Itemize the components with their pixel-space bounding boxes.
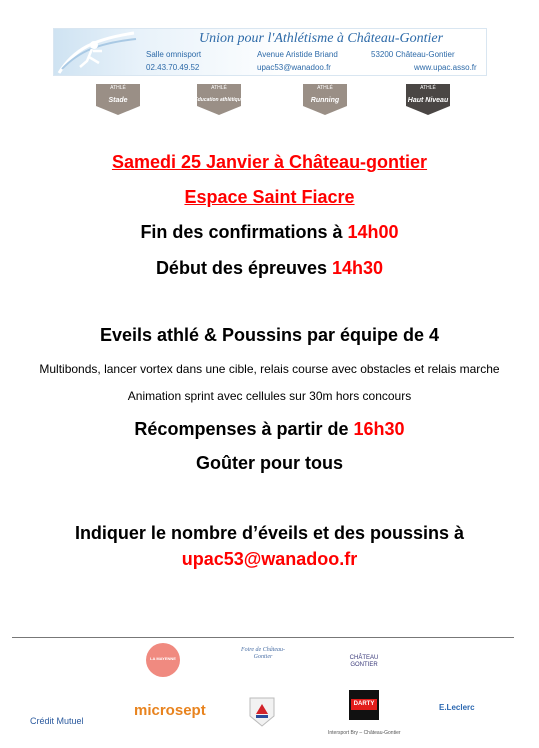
confirmation-deadline: Fin des confirmations à 14h00 <box>140 222 399 242</box>
footer-caption: Intersport Bry – Château-Gontier <box>328 730 401 736</box>
sponsor-chateau-gontier-logo: CHÂTEAU GONTIER <box>349 655 379 668</box>
club-venue: Salle omnisport <box>146 50 202 59</box>
club-website-link[interactable]: www.upac.asso.fr <box>414 63 477 72</box>
badge-running: ATHLÉ Running <box>299 82 351 116</box>
event-date: Samedi 25 Janvier à Château-gontier <box>111 152 428 172</box>
sponsor-credit-mutuel-logo: Crédit Mutuel <box>30 716 84 726</box>
sponsor-darty-logo: DARTY <box>349 690 379 720</box>
event-start: Début des épreuves 14h30 <box>155 258 384 278</box>
footer-divider <box>12 637 514 638</box>
club-email-link[interactable]: upac53@wanadoo.fr <box>257 63 331 72</box>
awards-time-line: Récompenses à partir de 16h30 <box>134 419 405 439</box>
event-activities: Multibonds, lancer vortex dans une cible, relais course avec obstacles et relais marche <box>39 362 500 376</box>
badge-education: ATHLÉ Education athlétique <box>193 82 245 116</box>
confirmation-time: 14h00 <box>347 222 399 242</box>
badge-haut-niveau: ATHLÉ Haut Niveau <box>402 82 454 116</box>
badge-stade: ATHLÉ Stade <box>92 82 144 116</box>
club-city: 53200 Château-Gontier <box>371 50 455 59</box>
sponsor-leclerc-logo: E.Leclerc <box>439 703 475 712</box>
registration-instruction: Indiquer le nombre d’éveils et des poussins à <box>74 523 465 543</box>
sponsor-mayenne-shield-logo <box>248 696 276 728</box>
club-street: Avenue Aristide Briand <box>257 50 338 59</box>
club-phone: 02.43.70.49.52 <box>146 63 200 72</box>
club-header-banner <box>53 28 487 76</box>
event-venue: Espace Saint Fiacre <box>184 187 355 207</box>
event-category: Eveils athlé & Poussins par équipe de 4 <box>99 325 440 345</box>
sponsor-mayenne-logo: LA MAYENNE <box>146 643 180 677</box>
runner-artwork-icon <box>54 29 139 77</box>
contact-email-link[interactable]: upac53@wanadoo.fr <box>181 549 358 569</box>
event-animation: Animation sprint avec cellules sur 30m hors concours <box>127 389 412 403</box>
snack-line: Goûter pour tous <box>196 453 343 473</box>
club-name: Union pour l'Athlétisme à Château-Gontier <box>199 31 444 46</box>
sponsor-microsept-logo: microsept <box>134 702 206 719</box>
start-time: 14h30 <box>332 258 384 278</box>
awards-time: 16h30 <box>353 419 405 439</box>
sponsor-foire-logo: Foire de Château-Gontier <box>240 647 286 660</box>
